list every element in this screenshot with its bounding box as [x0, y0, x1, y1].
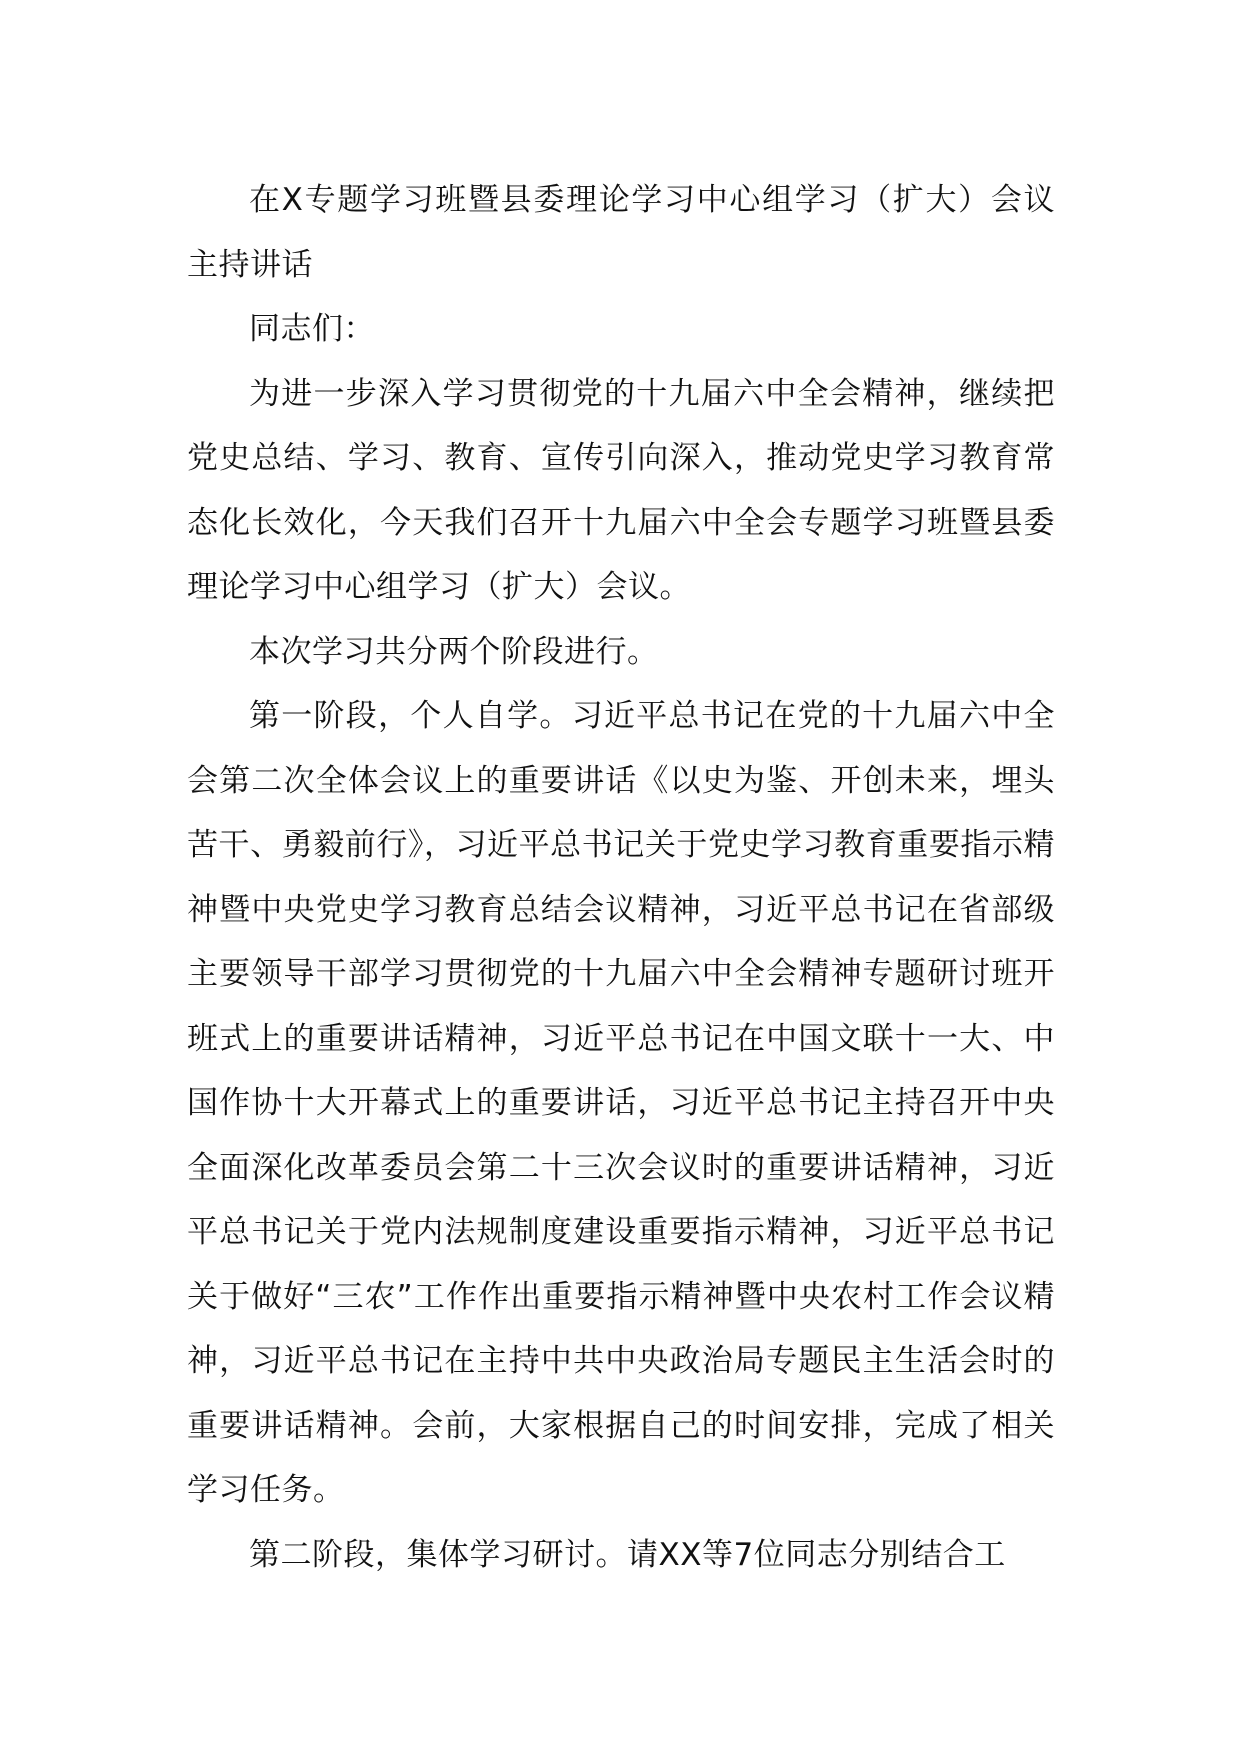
document-title: 在X专题学习班暨县委理论学习中心组学习（扩大）会议主持讲话: [187, 182, 1055, 283]
paragraph: 第二阶段，集体学习研讨。请XX等7位同志分别结合工: [249, 1536, 1006, 1573]
paragraph: 第一阶段，个人自学。习近平总书记在党的十九届六中全会第二次全体会议上的重要讲话《以史为鉴、开创未来，埋头苦干、勇毅前行》，习近平总书记关于党史学习教育重要指示精神暨中央党史学习教育总结会议精神，习近平总书记在省部级主要领导干部学习贯彻党的十九届六中全会精神专题研讨班开班式上的重要讲话精神，习近平总书记在中国文联十一大、中国作协十大开幕式上的重要讲话，习近平总书记主持召开中央全面深化改革委员会第二十三次会议时的重要讲话精神，习近平总书记关于党内法规制度建设重要指示精神，习近平总书记关于做好“三农”工作作出重要指示精神暨中央农村工作会议精神，习近平总书记在主持中共中央政治局专题民主生活会时的重要讲话精神。会前，大家根据自己的时间安排，完成了相关学习任务。: [187, 698, 1055, 1508]
greeting: 同志们：: [249, 311, 375, 347]
paragraph: 本次学习共分两个阶段进行。: [249, 633, 659, 670]
document-body: [187, 168, 1055, 1587]
paragraph: 为进一步深入学习贯彻党的十九届六中全会精神，继续把党史总结、学习、教育、宣传引向深入，推动党史学习教育常态化长效化，今天我们召开十九届六中全会专题学习班暨县委理论学习中心组学习（扩大）会议。: [187, 375, 1055, 605]
